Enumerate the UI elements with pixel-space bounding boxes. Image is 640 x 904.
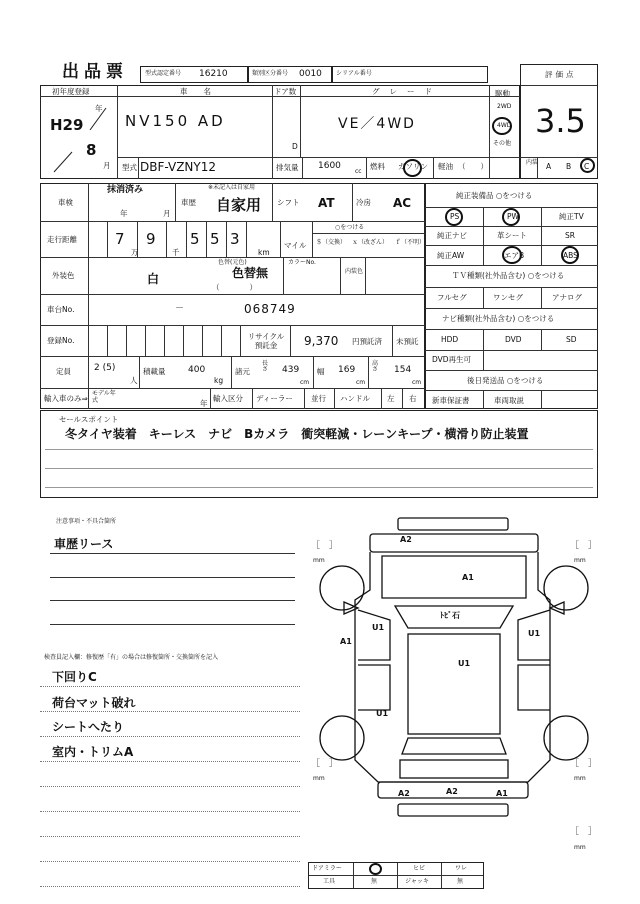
chassis-label: 車台No.	[47, 305, 75, 314]
interior-a: A	[546, 162, 552, 171]
chassis-value: 068749	[244, 302, 296, 316]
equip-sr: SR	[565, 231, 575, 240]
mark-rear-bumper-left: A2	[398, 789, 410, 798]
width-value: 169	[338, 365, 356, 375]
recycle-status: 円預託済	[352, 337, 382, 346]
grade-label: グレード	[372, 87, 442, 96]
mm-front-right: mm	[574, 557, 586, 564]
jack-value: 無	[457, 878, 464, 885]
equip-airbag-circle	[502, 246, 525, 264]
mark-rear-bumper: A2	[446, 787, 458, 796]
mark-roof: U1	[458, 659, 471, 668]
mark-front-right-door: U1	[528, 629, 541, 638]
mileage-sen: 千	[172, 248, 180, 257]
mileage-unknown: ｆ（不明）	[395, 239, 426, 246]
mileage-digit-2: 9	[146, 230, 156, 248]
model-label: 型式	[122, 163, 137, 172]
inspector-label: 検査員記入欄：修復歴「有」の場合は修復箇所・交換箇所を記入	[44, 654, 219, 661]
recycle-unpaid: 未預託	[396, 337, 419, 346]
model-year-unit: 年	[200, 399, 208, 408]
tv-analog: アナログ	[552, 293, 582, 302]
jack-label: ジャッキ	[405, 878, 429, 885]
mm-rear-left: mm	[313, 775, 325, 782]
tv-fullseg: フルセグ	[437, 293, 467, 302]
reg-no-label: 登録No.	[47, 336, 75, 345]
later-title: 後日発送品 ○をつける	[467, 376, 544, 385]
usage-label: 車歴	[181, 198, 196, 207]
first-reg-divider	[46, 100, 112, 176]
drive-other: その他	[493, 140, 512, 147]
approval-no-value: 16210	[199, 69, 228, 79]
mileage-digit-1: 7	[115, 230, 125, 248]
shift-label: シフト	[277, 198, 300, 207]
car-damage-diagram	[300, 510, 610, 840]
import-class-label: 輸入区分	[213, 394, 243, 403]
class-no-value: 0010	[299, 69, 322, 79]
height-value: 154	[394, 365, 412, 375]
usage-value: 自家用	[216, 196, 262, 214]
mileage-man: 万	[131, 248, 139, 257]
color-value: 白	[147, 272, 160, 286]
mileage-label: 走行距離	[47, 235, 77, 244]
drive-2wd: 2WD	[497, 103, 512, 110]
equip-airbag: エアB	[504, 251, 525, 260]
bracket-spare: ［ ］	[570, 827, 598, 837]
length-label: 長さ	[262, 360, 269, 373]
approval-no-box	[140, 66, 248, 83]
inspection-year: 年	[120, 209, 128, 218]
displacement-unit: cc	[355, 168, 362, 175]
navi-sd: SD	[566, 335, 577, 344]
fuel-other: （ ）	[458, 162, 488, 171]
mileage-circle-note: ○をつける	[335, 224, 365, 231]
load-value: 400	[188, 365, 206, 375]
inspector-line-4: 室内・トリムA	[52, 745, 134, 759]
mm-rear-right: mm	[574, 775, 586, 782]
crack-label: ヒビ	[413, 865, 426, 872]
color-label: 外装色	[52, 271, 75, 280]
equip-pw: PW	[507, 212, 519, 221]
height-label: 高さ	[372, 360, 379, 373]
usage-note: ※未記入は自家用	[208, 184, 256, 191]
navi-hdd: HDD	[441, 335, 459, 344]
equip-aw: 純正AW	[437, 251, 465, 260]
mark-windshield: ﾄﾋﾞ石	[440, 611, 460, 620]
approval-no-label: 型式認定番号	[145, 70, 182, 77]
class-no-label: 類別区分番号	[252, 70, 289, 77]
mileage-mile: マイル	[284, 241, 307, 250]
mileage-digit-5: 3	[230, 230, 240, 248]
tools-label: 工具	[323, 878, 336, 885]
sales-points-box	[40, 410, 598, 498]
mark-rear-left-door: U1	[376, 709, 389, 718]
mileage-km: km	[258, 248, 270, 257]
navi-title: ナビ種類(社外品含む) ○をつける	[442, 314, 555, 323]
length-unit: cm	[300, 379, 310, 386]
sales-points-label: セールスポイント	[59, 415, 119, 424]
first-reg-era-year: H29	[50, 116, 84, 134]
import-parallel: 並行	[311, 394, 326, 403]
notes-label: 注意事項・不具合箇所	[56, 518, 117, 525]
displacement-value: 1600	[318, 161, 341, 171]
interior-c-circle	[580, 158, 595, 173]
height-unit: cm	[412, 379, 422, 386]
mark-front-bumper: A2	[400, 535, 412, 544]
fuel-diesel: 軽油	[438, 162, 453, 171]
first-reg-year-mark: 年	[95, 104, 103, 113]
bottom-table	[308, 862, 484, 889]
serial-no-label: シリアル番号	[336, 70, 372, 77]
car-name-value: NV150 AD	[125, 112, 226, 130]
import-dealer: ディーラー	[256, 394, 293, 403]
inspection-label: 車検	[58, 198, 73, 207]
interior-color-label: 内装色	[345, 268, 364, 275]
inspector-line-1: 下回りC	[52, 670, 97, 684]
interior-label: 内装	[526, 159, 539, 166]
handle-label: ハンドル	[340, 394, 370, 403]
doors-label: ドア数	[274, 87, 297, 96]
fuel-gas-circle	[403, 159, 422, 177]
tools-value: 無	[371, 878, 378, 885]
dvd-playback: DVD再生可	[432, 355, 472, 364]
equip-ps: PS	[450, 212, 460, 221]
first-reg-month: 8	[86, 141, 97, 159]
shift-value: AT	[318, 196, 335, 210]
drive-4wd-circle	[492, 117, 512, 135]
inspector-line-3: シートへたり	[52, 720, 125, 734]
first-reg-label: 初年度登録	[52, 87, 90, 96]
equip-navi: 純正ナビ	[437, 231, 467, 240]
grade-value: VE／4WD	[338, 116, 416, 132]
repaint-value: 色替無	[232, 266, 269, 280]
mileage-digit-4: 5	[210, 230, 220, 248]
equip-leather: 革シート	[497, 231, 527, 240]
tv-oneseg: ワンセグ	[493, 293, 523, 302]
mm-spare: mm	[574, 844, 586, 851]
first-reg-month-mark: 月	[103, 161, 111, 170]
recycle-value: 9,370	[304, 334, 339, 348]
mark-hood: A1	[462, 573, 474, 582]
sheet-title: 出品票	[62, 62, 128, 82]
navi-dvd: DVD	[505, 335, 522, 344]
mark-front-left-door: U1	[372, 623, 385, 632]
mileage-tamper: ｘ（改ざん）	[352, 239, 389, 246]
aircon-label: 冷房	[356, 198, 371, 207]
fuel-gas: ガソリン	[398, 162, 428, 171]
interior-c: C	[584, 162, 590, 171]
bracket-rear-right: ［ ］	[570, 759, 598, 769]
drive-label: 駆動	[495, 89, 510, 98]
equipment-title: 純正装備品 ○をつける	[456, 191, 533, 200]
inspection-value: 抹消済み	[107, 185, 144, 195]
equip-abs-circle	[561, 246, 579, 264]
chassis-dash: －	[175, 304, 185, 314]
load-label: 積載量	[143, 367, 166, 376]
mileage-digit-3: 5	[190, 230, 200, 248]
repaint-original: （ ）	[212, 283, 257, 292]
color-no-label: カラーNo.	[288, 259, 316, 266]
equip-pw-circle	[502, 208, 520, 226]
load-unit: kg	[214, 376, 224, 385]
drive-4wd: 4WD	[497, 122, 512, 129]
bracket-front-right: ［ ］	[570, 541, 598, 551]
interior-b: B	[566, 162, 572, 171]
width-label: 幅	[317, 367, 325, 376]
import-label: 輸入車のみ⇒	[44, 394, 88, 403]
door-mirror-label: ドアミラー	[312, 865, 342, 872]
notes-text: 車歴リース	[54, 537, 114, 551]
inspection-month: 月	[163, 209, 171, 218]
class-no-box	[248, 66, 332, 83]
model-value: DBF-VZNY12	[140, 160, 217, 174]
car-name-label: 車名	[180, 87, 227, 96]
handle-right: 右	[409, 394, 417, 403]
break-label: ワレ	[455, 865, 468, 872]
equip-ps-circle	[445, 208, 463, 226]
model-year-label: モデル年式	[92, 390, 116, 404]
recycle-label: リサイクル預託金	[247, 332, 285, 350]
capacity-unit: 人	[130, 376, 138, 385]
doors-value: D	[292, 142, 298, 151]
sales-points-text: 冬タイヤ装着 キーレス ナビ Bカメラ 衝突軽減・レーンキープ・横滑り防止装置	[65, 427, 529, 441]
mm-front-left: mm	[313, 557, 325, 564]
capacity-value: 2 (5)	[94, 363, 116, 373]
serial-no-box	[332, 66, 488, 83]
capacity-label: 定員	[56, 367, 71, 376]
fuel-label: 燃料	[370, 162, 385, 171]
aircon-value: AC	[393, 196, 412, 210]
rating-label: 評価点	[545, 70, 577, 79]
later-manual: 車両取説	[494, 396, 524, 405]
length-value: 439	[282, 365, 300, 375]
tv-title: ＴＶ種類(社外品含む) ○をつける	[452, 271, 565, 280]
mark-left-fender: A1	[340, 637, 352, 646]
later-warranty: 新車保証書	[432, 396, 470, 405]
equip-abs: ABS	[563, 251, 578, 260]
door-mirror-circle	[369, 863, 382, 875]
repaint-label: 色替(元色)	[218, 259, 247, 266]
displacement-label: 排気量	[276, 163, 299, 172]
rating-score: 3.5	[535, 102, 586, 140]
spec-label: 諸元	[235, 367, 250, 376]
width-unit: cm	[356, 379, 366, 386]
inspector-line-2: 荷台マット破れ	[52, 696, 136, 710]
mark-rear-right: A1	[496, 789, 508, 798]
bracket-front-left: ［ ］	[311, 541, 339, 551]
bracket-rear-left: ［ ］	[311, 759, 339, 769]
equip-tv: 純正TV	[559, 212, 584, 221]
handle-left: 左	[387, 394, 395, 403]
mileage-swap: ＄（交換）	[316, 239, 347, 246]
